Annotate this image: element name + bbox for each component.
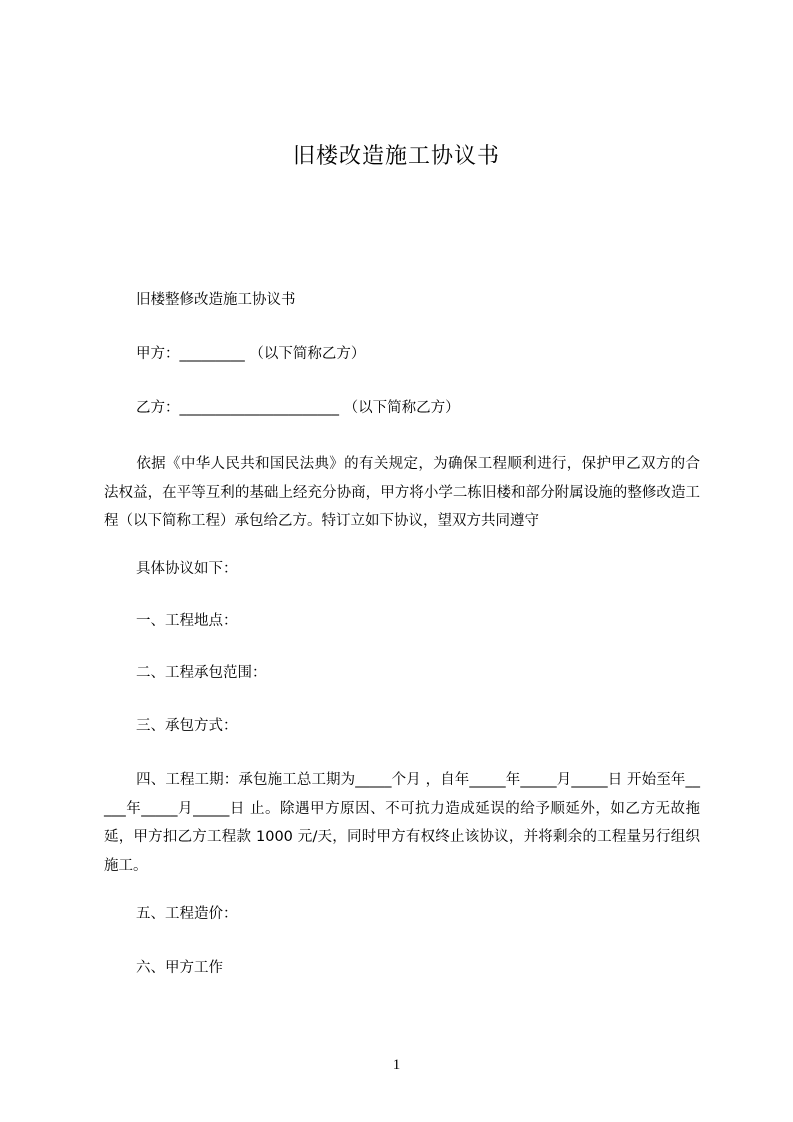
clause-location: 一、工程地点： [136,613,238,629]
clause-schedule-text: 四、工程工期：承包施工总工期为_____个月 ，自年_____年_____月_____日 开始至年_____年_____月_____日 止。除遇甲方原因、不可抗力造成延误的给予顺延外，如乙方无故拖延，甲方扣乙方工程款 1000 元/天，同时甲方有权终止该协议，并将剩余的工程量另行组织施工。 [104,772,700,874]
document-subtitle: 旧楼整修改造施工协议书 [136,292,296,308]
party-a-line: 甲方：_________ （以下简称乙方） [136,346,366,362]
intro-paragraph [104,450,700,536]
clause-schedule [104,766,700,880]
clause-scope: 二、工程承包范围： [136,665,267,681]
agreement-heading: 具体协议如下： [136,561,238,577]
document-title: 旧楼改造施工协议书 [292,144,500,169]
intro-text: 依据《中华人民共和国民法典》的有关规定，为确保工程顺利进行，保护甲乙双方的合法权益，在平等互利的基础上经充分协商，甲方将小学二栋旧楼和部分附属设施的整修改造工程（以下简称工程）承包给乙方。特订立如下协议，望双方共同遵守 [104,456,700,529]
clause-cost: 五、工程造价： [136,906,238,922]
clause-method: 三、承包方式： [136,718,238,734]
page-number: 1 [392,1057,401,1073]
clause-party-a-duties: 六、甲方工作 [136,960,223,976]
party-b-line: 乙方：______________________ （以下简称乙方） [136,400,460,416]
